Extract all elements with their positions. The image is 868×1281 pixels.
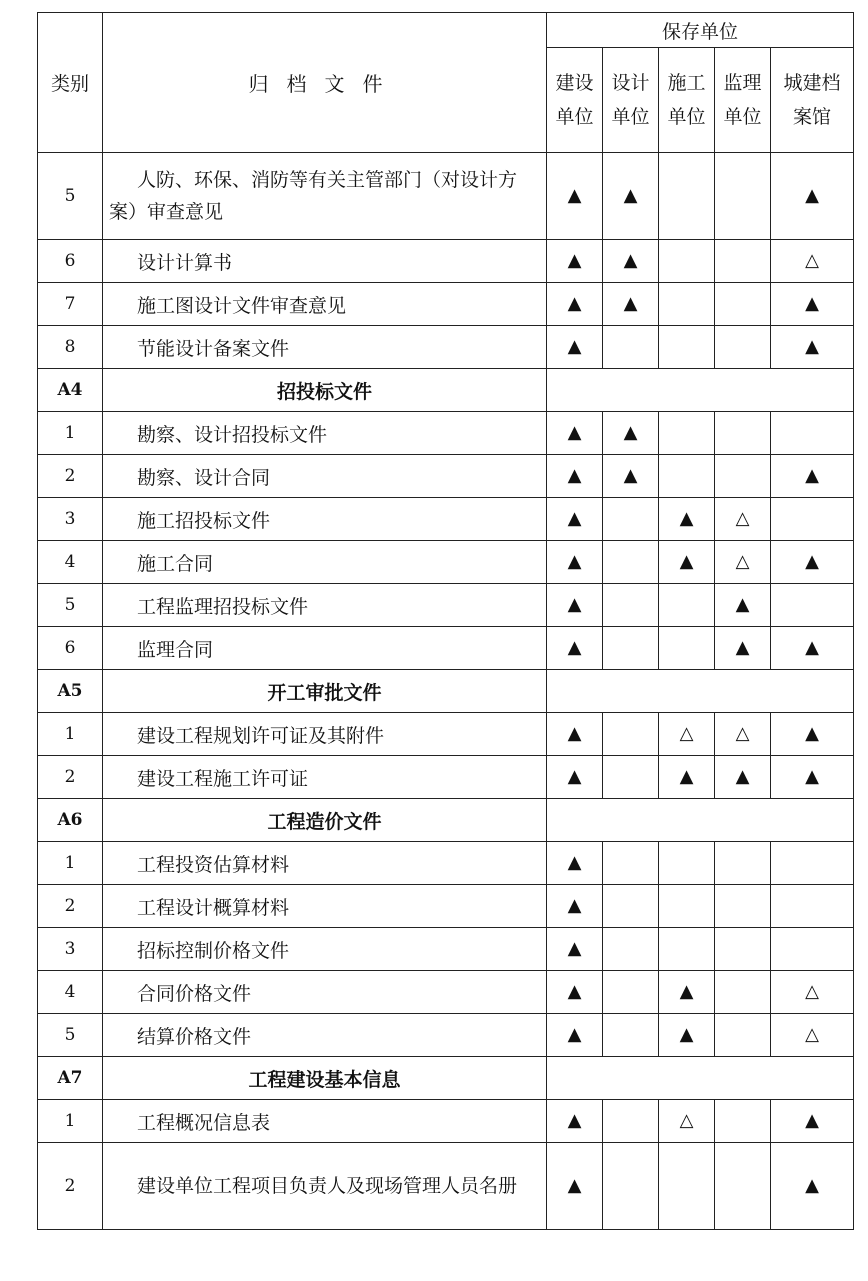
filled-triangle-icon: ▲ [659, 756, 715, 799]
filled-triangle-icon: ▲ [547, 498, 603, 541]
empty-cell [603, 842, 659, 885]
item-number: 4 [38, 541, 103, 584]
item-number: 1 [38, 412, 103, 455]
table-row [38, 1100, 854, 1143]
empty-cell [715, 1143, 771, 1230]
filled-triangle-icon: ▲ [771, 153, 854, 240]
table-row [38, 541, 854, 584]
item-number: 2 [38, 1143, 103, 1230]
hollow-triangle-icon: △ [659, 1100, 715, 1143]
filled-triangle-icon: ▲ [771, 713, 854, 756]
empty-cell [659, 928, 715, 971]
table-row [38, 928, 854, 971]
document-name: 监理合同 [103, 627, 547, 670]
document-name: 工程监理招投标文件 [103, 584, 547, 627]
header-category: 类别 [38, 13, 103, 153]
item-number: 5 [38, 1014, 103, 1057]
header-storage-units: 保存单位 [547, 13, 854, 48]
filled-triangle-icon: ▲ [547, 713, 603, 756]
document-name: 人防、环保、消防等有关主管部门（对设计方案）审查意见 [103, 153, 547, 240]
document-name: 施工图设计文件审查意见 [103, 283, 547, 326]
header-unit: 设计 单位 [603, 48, 659, 153]
filled-triangle-icon: ▲ [547, 153, 603, 240]
document-name: 施工合同 [103, 541, 547, 584]
empty-cell [771, 584, 854, 627]
empty-cell [659, 1143, 715, 1230]
item-number: 3 [38, 498, 103, 541]
item-number: 1 [38, 713, 103, 756]
filled-triangle-icon: ▲ [771, 455, 854, 498]
table-row [38, 240, 854, 283]
filled-triangle-icon: ▲ [547, 842, 603, 885]
filled-triangle-icon: ▲ [547, 885, 603, 928]
empty-cell [603, 1100, 659, 1143]
empty-cell [715, 885, 771, 928]
document-name: 勘察、设计招投标文件 [103, 412, 547, 455]
table-row [38, 1014, 854, 1057]
empty-cell [603, 971, 659, 1014]
empty-cell [715, 842, 771, 885]
hollow-triangle-icon: △ [715, 498, 771, 541]
empty-cell [603, 885, 659, 928]
hollow-triangle-icon: △ [715, 713, 771, 756]
filled-triangle-icon: ▲ [547, 412, 603, 455]
document-name: 工程设计概算材料 [103, 885, 547, 928]
empty-cell [659, 412, 715, 455]
header-documents: 归档文件 [103, 13, 547, 153]
table-row [38, 971, 854, 1014]
filled-triangle-icon: ▲ [659, 971, 715, 1014]
hollow-triangle-icon: △ [715, 541, 771, 584]
item-number: 6 [38, 627, 103, 670]
document-name: 招标控制价格文件 [103, 928, 547, 971]
empty-cell [771, 885, 854, 928]
empty-cell [659, 326, 715, 369]
table-row [38, 713, 854, 756]
empty-cell [659, 627, 715, 670]
item-number: 5 [38, 584, 103, 627]
section-code: A6 [38, 799, 103, 842]
filled-triangle-icon: ▲ [547, 627, 603, 670]
table-row [38, 756, 854, 799]
filled-triangle-icon: ▲ [771, 1143, 854, 1230]
archive-table [37, 12, 854, 1230]
document-name: 建设单位工程项目负责人及现场管理人员名册 [103, 1143, 547, 1230]
empty-cell [603, 1014, 659, 1057]
filled-triangle-icon: ▲ [715, 627, 771, 670]
item-number: 1 [38, 842, 103, 885]
item-number: 3 [38, 928, 103, 971]
item-number: 7 [38, 283, 103, 326]
empty-cell [603, 713, 659, 756]
document-name: 结算价格文件 [103, 1014, 547, 1057]
section-blank-cell [547, 799, 854, 842]
filled-triangle-icon: ▲ [603, 412, 659, 455]
document-name: 工程概况信息表 [103, 1100, 547, 1143]
empty-cell [659, 885, 715, 928]
empty-cell [659, 455, 715, 498]
item-number: 1 [38, 1100, 103, 1143]
header-unit: 城建档 案馆 [771, 48, 854, 153]
document-name: 设计计算书 [103, 240, 547, 283]
table-row [38, 842, 854, 885]
hollow-triangle-icon: △ [659, 713, 715, 756]
section-row [38, 1057, 854, 1100]
section-row [38, 369, 854, 412]
empty-cell [603, 498, 659, 541]
table-row [38, 498, 854, 541]
hollow-triangle-icon: △ [771, 971, 854, 1014]
filled-triangle-icon: ▲ [603, 153, 659, 240]
empty-cell [659, 240, 715, 283]
empty-cell [659, 584, 715, 627]
empty-cell [603, 1143, 659, 1230]
empty-cell [659, 842, 715, 885]
empty-cell [715, 283, 771, 326]
filled-triangle-icon: ▲ [715, 756, 771, 799]
table-row [38, 627, 854, 670]
empty-cell [771, 498, 854, 541]
empty-cell [715, 1014, 771, 1057]
table-row [38, 326, 854, 369]
section-blank-cell [547, 670, 854, 713]
filled-triangle-icon: ▲ [547, 584, 603, 627]
filled-triangle-icon: ▲ [771, 756, 854, 799]
section-title: 工程造价文件 [103, 799, 547, 842]
filled-triangle-icon: ▲ [603, 240, 659, 283]
item-number: 2 [38, 885, 103, 928]
item-number: 8 [38, 326, 103, 369]
filled-triangle-icon: ▲ [547, 1143, 603, 1230]
hollow-triangle-icon: △ [771, 1014, 854, 1057]
header-unit: 监理 单位 [715, 48, 771, 153]
empty-cell [603, 541, 659, 584]
item-number: 5 [38, 153, 103, 240]
empty-cell [715, 412, 771, 455]
section-row [38, 670, 854, 713]
document-name: 建设工程规划许可证及其附件 [103, 713, 547, 756]
filled-triangle-icon: ▲ [547, 455, 603, 498]
item-number: 4 [38, 971, 103, 1014]
table-row [38, 584, 854, 627]
section-row [38, 799, 854, 842]
document-name: 建设工程施工许可证 [103, 756, 547, 799]
section-blank-cell [547, 369, 854, 412]
table-row [38, 885, 854, 928]
empty-cell [715, 153, 771, 240]
item-number: 2 [38, 455, 103, 498]
empty-cell [603, 756, 659, 799]
filled-triangle-icon: ▲ [547, 1014, 603, 1057]
table-body [38, 153, 854, 1230]
filled-triangle-icon: ▲ [659, 1014, 715, 1057]
empty-cell [715, 326, 771, 369]
empty-cell [715, 971, 771, 1014]
filled-triangle-icon: ▲ [547, 283, 603, 326]
item-number: 6 [38, 240, 103, 283]
empty-cell [771, 412, 854, 455]
table-row [38, 153, 854, 240]
hollow-triangle-icon: △ [771, 240, 854, 283]
empty-cell [715, 1100, 771, 1143]
empty-cell [603, 326, 659, 369]
filled-triangle-icon: ▲ [771, 541, 854, 584]
empty-cell [771, 928, 854, 971]
empty-cell [715, 240, 771, 283]
filled-triangle-icon: ▲ [547, 928, 603, 971]
filled-triangle-icon: ▲ [547, 756, 603, 799]
filled-triangle-icon: ▲ [547, 971, 603, 1014]
filled-triangle-icon: ▲ [771, 283, 854, 326]
empty-cell [603, 627, 659, 670]
empty-cell [603, 928, 659, 971]
header-unit: 建设 单位 [547, 48, 603, 153]
empty-cell [659, 283, 715, 326]
document-name: 合同价格文件 [103, 971, 547, 1014]
empty-cell [715, 455, 771, 498]
filled-triangle-icon: ▲ [603, 455, 659, 498]
filled-triangle-icon: ▲ [547, 326, 603, 369]
empty-cell [715, 928, 771, 971]
document-name: 勘察、设计合同 [103, 455, 547, 498]
table-row [38, 1143, 854, 1230]
header-unit: 施工 单位 [659, 48, 715, 153]
filled-triangle-icon: ▲ [659, 498, 715, 541]
empty-cell [659, 153, 715, 240]
document-name: 工程投资估算材料 [103, 842, 547, 885]
section-code: A4 [38, 369, 103, 412]
filled-triangle-icon: ▲ [547, 1100, 603, 1143]
filled-triangle-icon: ▲ [715, 584, 771, 627]
filled-triangle-icon: ▲ [603, 283, 659, 326]
empty-cell [603, 584, 659, 627]
section-title: 开工审批文件 [103, 670, 547, 713]
table-row [38, 455, 854, 498]
filled-triangle-icon: ▲ [771, 1100, 854, 1143]
document-name: 节能设计备案文件 [103, 326, 547, 369]
section-title: 工程建设基本信息 [103, 1057, 547, 1100]
document-name: 施工招投标文件 [103, 498, 547, 541]
table-row [38, 283, 854, 326]
filled-triangle-icon: ▲ [771, 627, 854, 670]
filled-triangle-icon: ▲ [547, 240, 603, 283]
section-blank-cell [547, 1057, 854, 1100]
filled-triangle-icon: ▲ [547, 541, 603, 584]
table-row [38, 412, 854, 455]
section-code: A7 [38, 1057, 103, 1100]
filled-triangle-icon: ▲ [659, 541, 715, 584]
empty-cell [771, 842, 854, 885]
section-title: 招投标文件 [103, 369, 547, 412]
section-code: A5 [38, 670, 103, 713]
item-number: 2 [38, 756, 103, 799]
filled-triangle-icon: ▲ [771, 326, 854, 369]
